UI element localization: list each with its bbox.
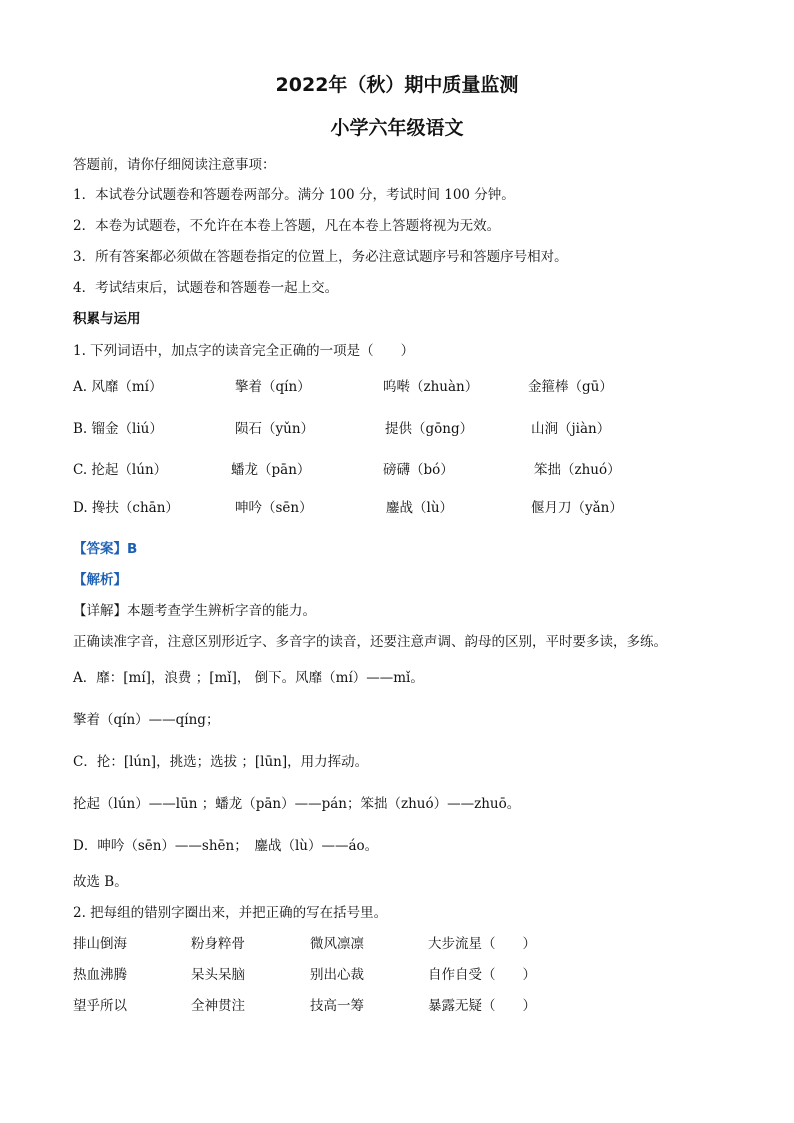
q1-option-d-4: 偃月刀（yǎn）	[531, 500, 623, 516]
analysis-label: 【解析】	[73, 572, 127, 588]
q1-option-c-4: 笨拙（zhuó）	[534, 462, 621, 478]
q2-word: 热血沸腾	[73, 967, 127, 983]
detail-text: 【详解】本题考查学生辨析字音的能力。	[73, 603, 316, 619]
q2-word: 全神贯注	[191, 998, 245, 1014]
answer-label: 【答案】B	[73, 541, 138, 557]
q2-word: 技高一筹	[310, 998, 364, 1014]
q1-option-b-3: 提供（gōng）	[385, 421, 474, 437]
q1-option-b-2: 陨石（yǔn）	[235, 421, 315, 437]
q2-word: 呆头呆脑	[191, 967, 245, 983]
explanation-line: D．呻吟（sēn）——shēn； 鏖战（lù）——áo。	[73, 838, 379, 854]
q2-word: 暴露无疑（ ）	[428, 998, 536, 1014]
q2-word: 望乎所以	[73, 998, 127, 1014]
q1-option-d-3: 鏖战（lù）	[386, 500, 454, 516]
q1-option-d-2: 呻吟（sēn）	[235, 500, 313, 516]
q2-word: 粉身粹骨	[191, 936, 245, 952]
q2-word: 微风凛凛	[310, 936, 364, 952]
explanation-line: 擎着（qín）——qíng；	[73, 712, 220, 728]
explanation-line: 正确读准字音，注意区别形近字、多音字的读音，还要注意声调、韵母的区别，平时要多读，多练。	[73, 634, 667, 650]
explanation-line: A．靡：[mí]，浪费 ；[mǐ]， 倒下。风靡（mí）——mǐ。	[73, 670, 424, 686]
q1-option-a-1: A. 风靡（mí）	[73, 379, 163, 395]
q1-option-b-1: B. 镏金（liú）	[73, 421, 163, 437]
page-subtitle: 小学六年级语文	[330, 117, 464, 139]
q1-option-a-2: 擎着（qín）	[235, 379, 311, 395]
q2-word: 别出心裁	[310, 967, 364, 983]
question-2-stem: 2. 把每组的错别字圈出来，并把正确的写在括号里。	[73, 905, 388, 921]
q1-option-c-2: 蟠龙（pān）	[231, 462, 311, 478]
q1-option-c-3: 磅礴（bó）	[383, 462, 454, 478]
explanation-line: C．抡：[lún]，挑选；选拔 ；[lūn]，用力挥动。	[73, 754, 369, 770]
notice-heading: 答题前，请你仔细阅读注意事项：	[73, 157, 276, 173]
q2-word: 排山倒海	[73, 936, 127, 952]
notice-item: 3．所有答案都必须做在答题卷指定的位置上，务必注意试题序号和答题序号相对。	[73, 249, 568, 265]
q1-option-d-1: D. 搀扶（chān）	[73, 500, 179, 516]
page-title: 2022年（秋）期中质量监测	[275, 74, 519, 96]
explanation-line: 故选 B。	[73, 874, 128, 890]
notice-item: 1．本试卷分试题卷和答题卷两部分。满分 100 分，考试时间 100 分钟。	[73, 187, 515, 203]
question-1-stem: 1. 下列词语中，加点字的读音完全正确的一项是（ ）	[73, 343, 415, 359]
notice-item: 4．考试结束后，试题卷和答题卷一起上交。	[73, 280, 339, 296]
section-title: 积累与运用	[73, 311, 141, 327]
q1-option-c-1: C. 抡起（lún）	[73, 462, 168, 478]
q2-word: 大步流星（ ）	[428, 936, 536, 952]
q2-word: 自作自受（ ）	[428, 967, 536, 983]
notice-item: 2．本卷为试题卷，不允许在本卷上答题，凡在本卷上答题将视为无效。	[73, 218, 501, 234]
q1-option-a-3: 呜啭（zhuàn）	[383, 379, 479, 395]
q1-option-b-4: 山涧（jiàn）	[531, 421, 611, 437]
q1-option-a-4: 金箍棒（gū）	[528, 379, 613, 395]
explanation-line: 抡起（lún）——lūn ；蟠龙（pān）——pán；笨拙（zhuó）——zhuō。	[73, 796, 521, 812]
